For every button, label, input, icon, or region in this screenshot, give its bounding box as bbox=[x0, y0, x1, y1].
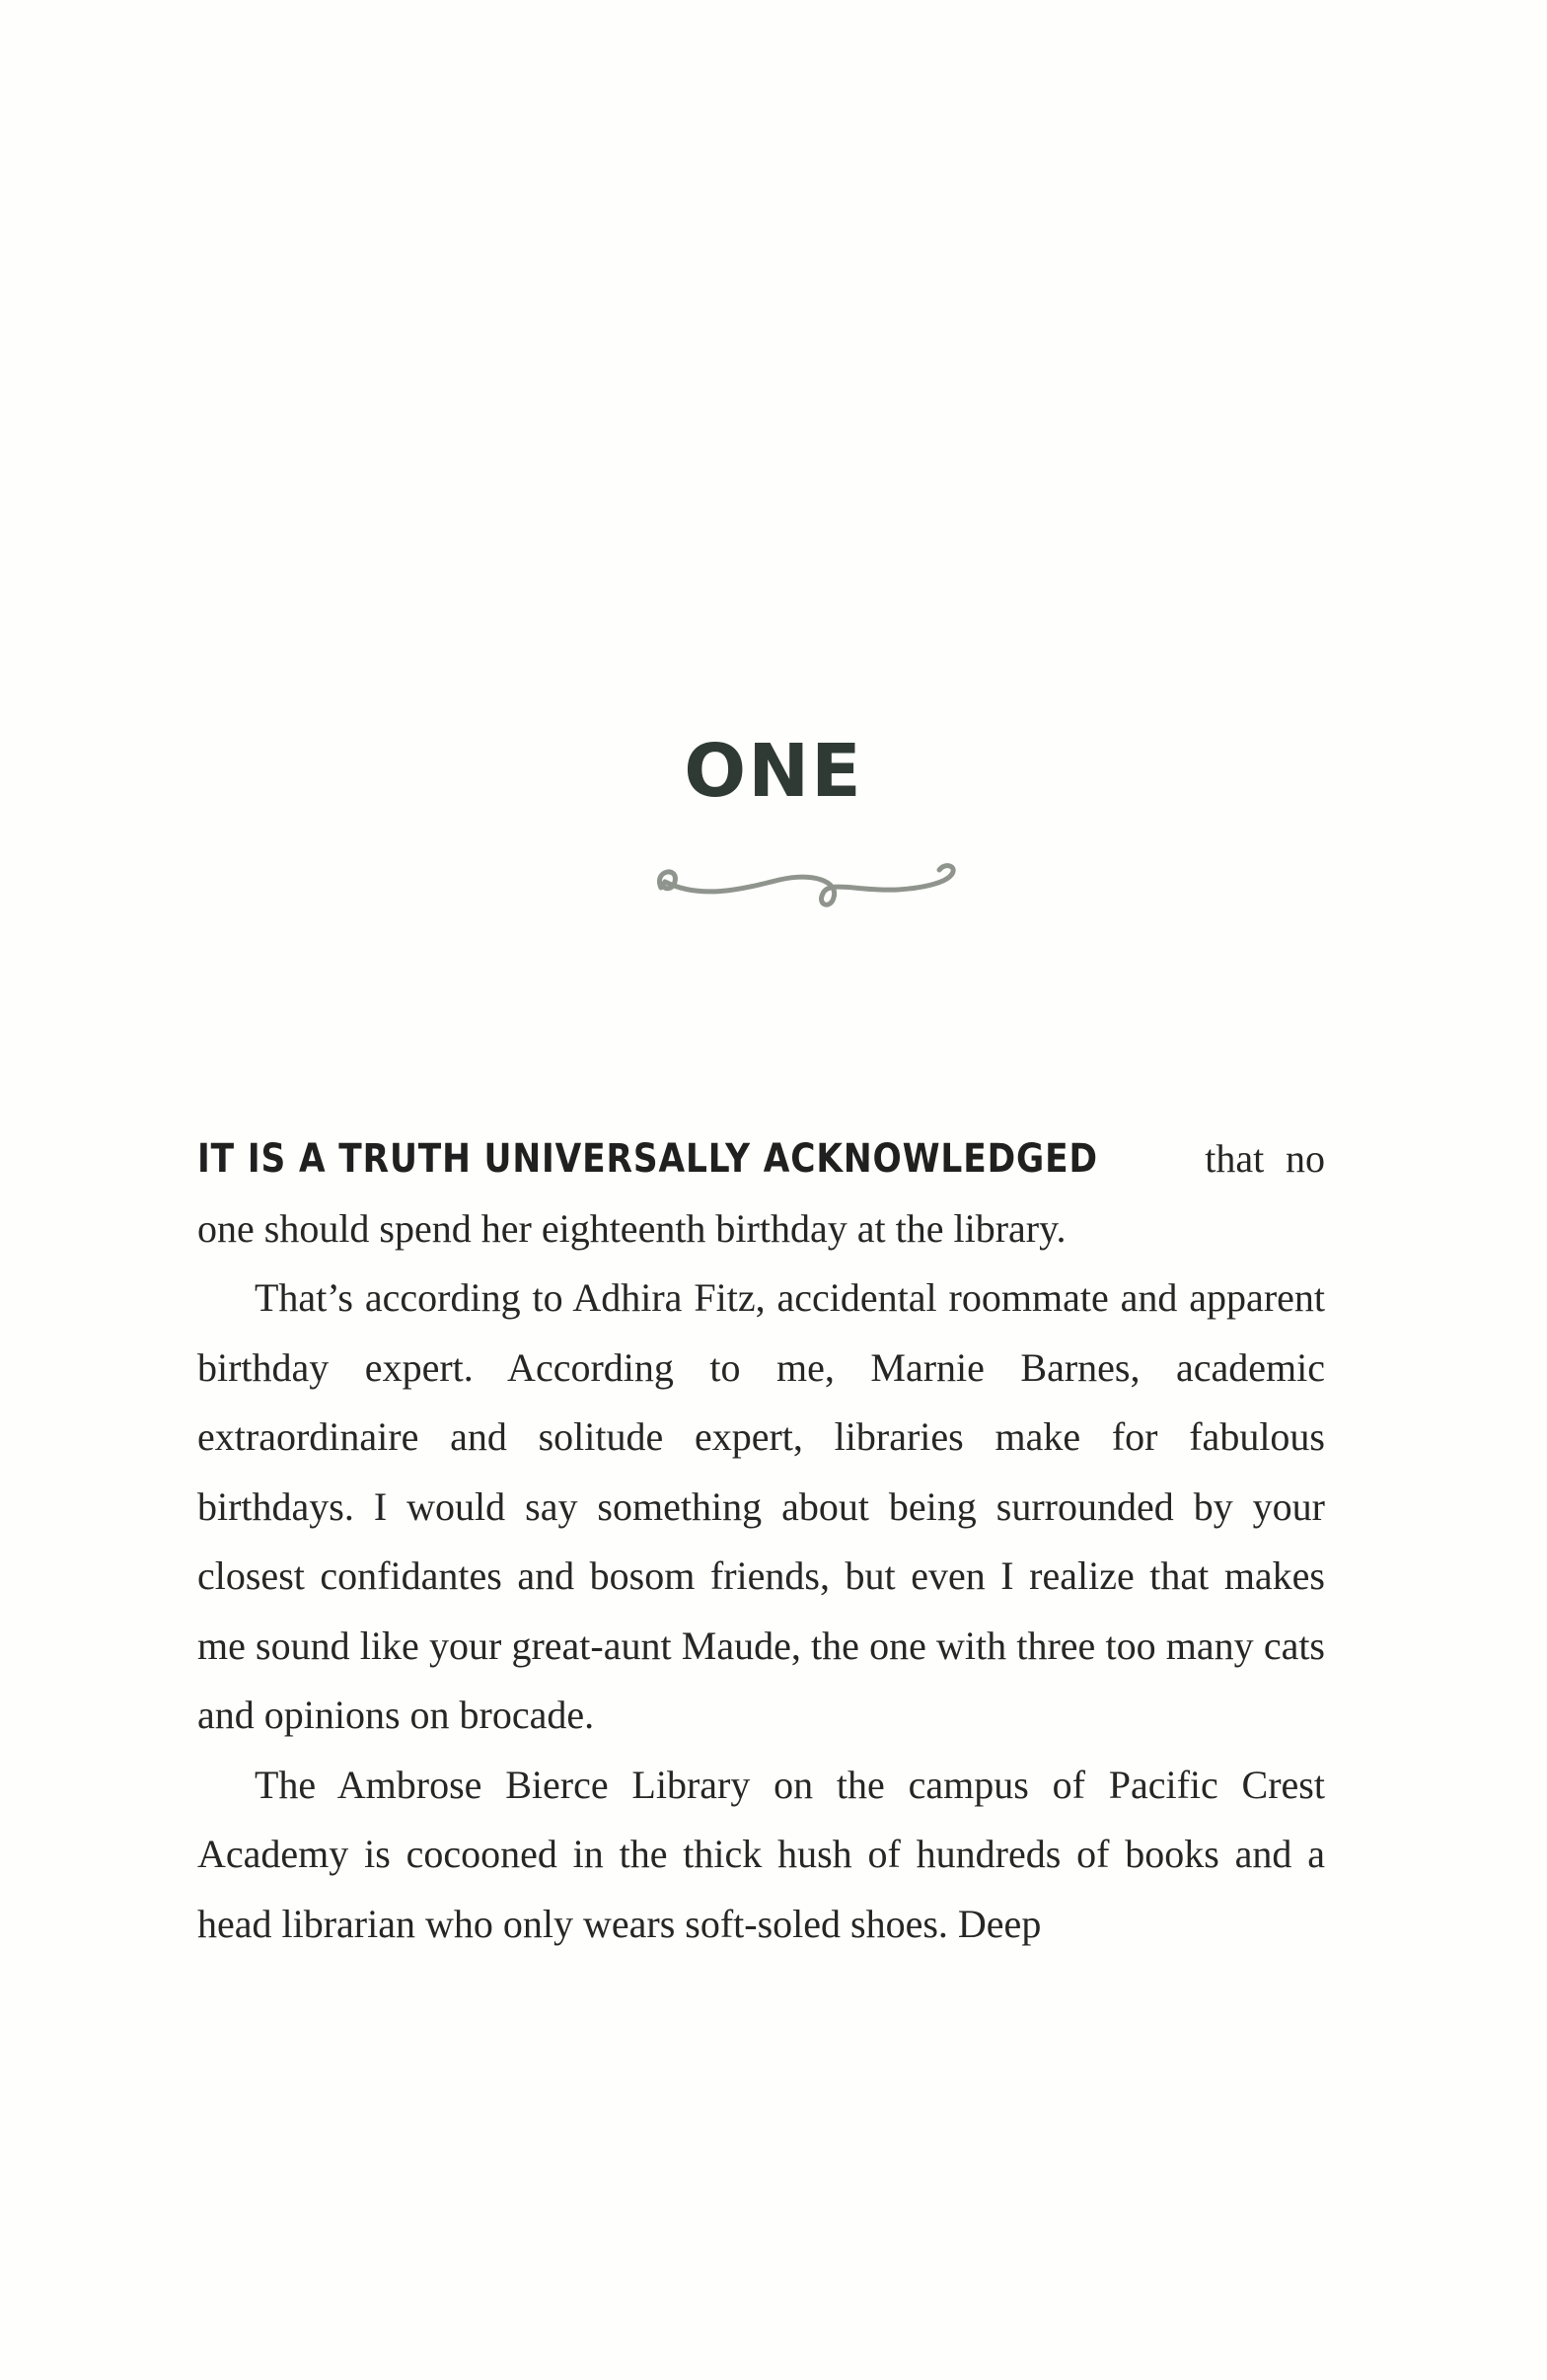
flourish-divider-icon bbox=[631, 848, 977, 927]
paragraph-1 bbox=[197, 1124, 1325, 1263]
paragraph-2: That’s according to Adhira Fitz, accidental roommate and apparent birthday expert. According to me, Marnie Barnes, academic extraordinaire and solitude expert, libraries make for fabulous birthdays. I would say something about being surrounded by your closest confidantes and bosom friends, but even I realize that makes me sound like your great-aunt Maude, the one with three too many cats and opinions on brocade. bbox=[197, 1275, 1325, 1737]
chapter-title: ONE bbox=[684, 729, 863, 814]
paragraph-3: The Ambrose Bierce Library on the campus of Pacific Crest Academy is cocooned in the thick hush of hundreds of books and a head librarian who only wears soft-soled shoes. Deep bbox=[197, 1762, 1325, 1946]
paragraph-1-text: that no one should spend her eighteenth birthday at the library. bbox=[197, 1136, 1325, 1251]
chapter-body bbox=[197, 1124, 1325, 1959]
lead-in-text: IT IS A TRUTH UNIVERSALLY ACKNOWLEDGED bbox=[197, 1136, 1098, 1182]
